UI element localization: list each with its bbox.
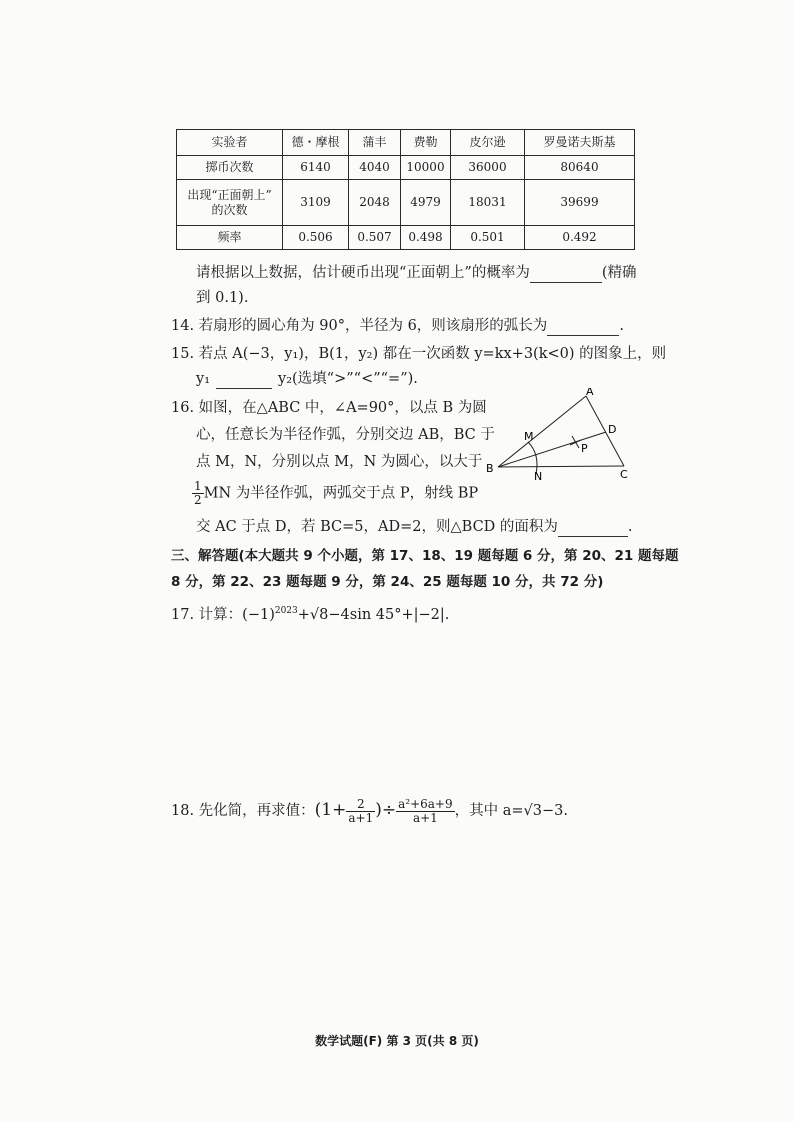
table-cell: 10000 [401, 156, 451, 180]
q15-y2-text: y₂(选填“>”“<”“=”). [278, 371, 418, 387]
label-n: N [534, 470, 543, 483]
question-14 [171, 316, 624, 336]
frac-num: 2 [346, 798, 375, 812]
table-cell: 2048 [349, 180, 401, 226]
q18-prefix: 18. 先化简，再求值： [171, 803, 315, 819]
q14-text: 14. 若扇形的圆心角为 90°，半径为 6，则该扇形的弧长为 [171, 318, 548, 334]
coin-toss-table [176, 129, 635, 250]
table-header-cell: 德・摩根 [283, 130, 349, 156]
q18-paren-close: )÷ [375, 800, 397, 820]
frac-den: 2 [194, 493, 202, 507]
question-18 [171, 795, 568, 829]
q15-answer-blank[interactable] [216, 373, 272, 389]
q16-line4-text: MN 为半径作弧，两弧交于点 P，射线 BP [203, 485, 479, 502]
table-cell: 0.498 [401, 226, 451, 250]
label-m: M [524, 430, 534, 443]
triangle-figure [484, 388, 636, 484]
question-15-line2 [196, 369, 418, 389]
question-16-line1: 16. 如图，在△ABC 中，∠A=90°，以点 B 为圆 [171, 400, 487, 416]
q13-line1 [196, 263, 637, 283]
question-16-line4 [192, 480, 478, 507]
section-3-heading-line2: 8 分，第 22、23 题每题 9 分，第 24、25 题每题 10 分，共 72 分) [171, 574, 604, 590]
table-header-cell: 罗曼诺夫斯基 [525, 130, 635, 156]
label-p: P [581, 442, 588, 455]
table-cell: 18031 [451, 180, 525, 226]
frac-den: a+1 [348, 810, 374, 825]
label-d: D [608, 423, 617, 436]
row-label [177, 180, 283, 226]
question-16-line5 [196, 517, 633, 537]
label-b: B [486, 462, 494, 475]
frac-den: a+1 [412, 810, 438, 825]
table-cell: 80640 [525, 156, 635, 180]
q13-text-end: (精确 [601, 265, 637, 281]
q17-rest: +√8−4sin 45°+|−2|. [297, 606, 450, 623]
row-label: 掷币次数 [177, 156, 283, 180]
table-cell: 4979 [401, 180, 451, 226]
q15-y1: y₁ [196, 371, 211, 387]
table-header-cell: 蒲丰 [349, 130, 401, 156]
row-label-line1: 出现“正面朝上” [187, 187, 272, 202]
table-cell: 0.506 [283, 226, 349, 250]
table-cell: 0.492 [525, 226, 635, 250]
table-cell: 0.501 [451, 226, 525, 250]
page-footer: 数学试题(F) 第 3 页(共 8 页) [315, 1034, 479, 1048]
q18-fraction-2 [396, 798, 455, 825]
question-16-line3: 点 M，N，分别以点 M，N 为圆心，以大于 [196, 454, 483, 470]
table-header-cell: 实验者 [177, 130, 283, 156]
table-cell: 36000 [451, 156, 525, 180]
frac-num: a²+6a+9 [398, 796, 453, 811]
fraction-one-half [192, 480, 204, 507]
q18-suffix: ，其中 a=√3−3. [454, 803, 568, 819]
table-row [177, 156, 635, 180]
side-bc [498, 466, 624, 467]
ray-bp [498, 432, 606, 467]
table-header-row [177, 130, 635, 156]
q16-line5-text: 交 AC 于点 D，若 BC=5，AD=2，则△BCD 的面积为 [196, 519, 558, 535]
frac-num: 1 [194, 479, 202, 493]
question-15-line1: 15. 若点 A(−3，y₁)，B(1，y₂) 都在一次函数 y=kx+3(k<0) 的图象上，则 [171, 346, 667, 362]
q14-end: . [619, 318, 624, 334]
section-3-heading-line1: 三、解答题(本大题共 9 个小题，第 17、18、19 题每题 6 分，第 20、21 题每题 [171, 548, 679, 564]
question-16-line2: 心，任意长为半径作弧，分别交边 AB，BC 于 [196, 427, 495, 443]
table-row [177, 180, 635, 226]
label-c: C [620, 468, 628, 481]
q18-fraction-1 [346, 798, 375, 825]
q13-answer-blank[interactable] [530, 267, 602, 283]
q16-answer-blank[interactable] [558, 521, 628, 537]
table-cell: 4040 [349, 156, 401, 180]
table-row [177, 226, 635, 250]
question-17 [171, 601, 449, 625]
label-a: A [586, 388, 594, 398]
q17-prefix: 17. 计算：(−1) [171, 606, 275, 623]
table-cell: 6140 [283, 156, 349, 180]
row-label: 频率 [177, 226, 283, 250]
table-cell: 3109 [283, 180, 349, 226]
q13-text: 请根据以上数据，估计硬币出现“正面朝上”的概率为 [196, 265, 530, 281]
q13-line2: 到 0.1). [196, 290, 249, 306]
side-ab [498, 396, 586, 467]
table-cell: 39699 [525, 180, 635, 226]
table-header-cell: 费勒 [401, 130, 451, 156]
table-cell: 0.507 [349, 226, 401, 250]
table-header-cell: 皮尔逊 [451, 130, 525, 156]
q17-exponent: 2023 [274, 606, 298, 616]
side-ac [586, 396, 624, 466]
q14-answer-blank[interactable] [547, 320, 619, 336]
intersection-arcs [570, 436, 581, 448]
q16-end: . [627, 519, 633, 535]
q18-paren-open: (1+ [314, 800, 347, 820]
row-label-line2: 的次数 [211, 202, 248, 217]
